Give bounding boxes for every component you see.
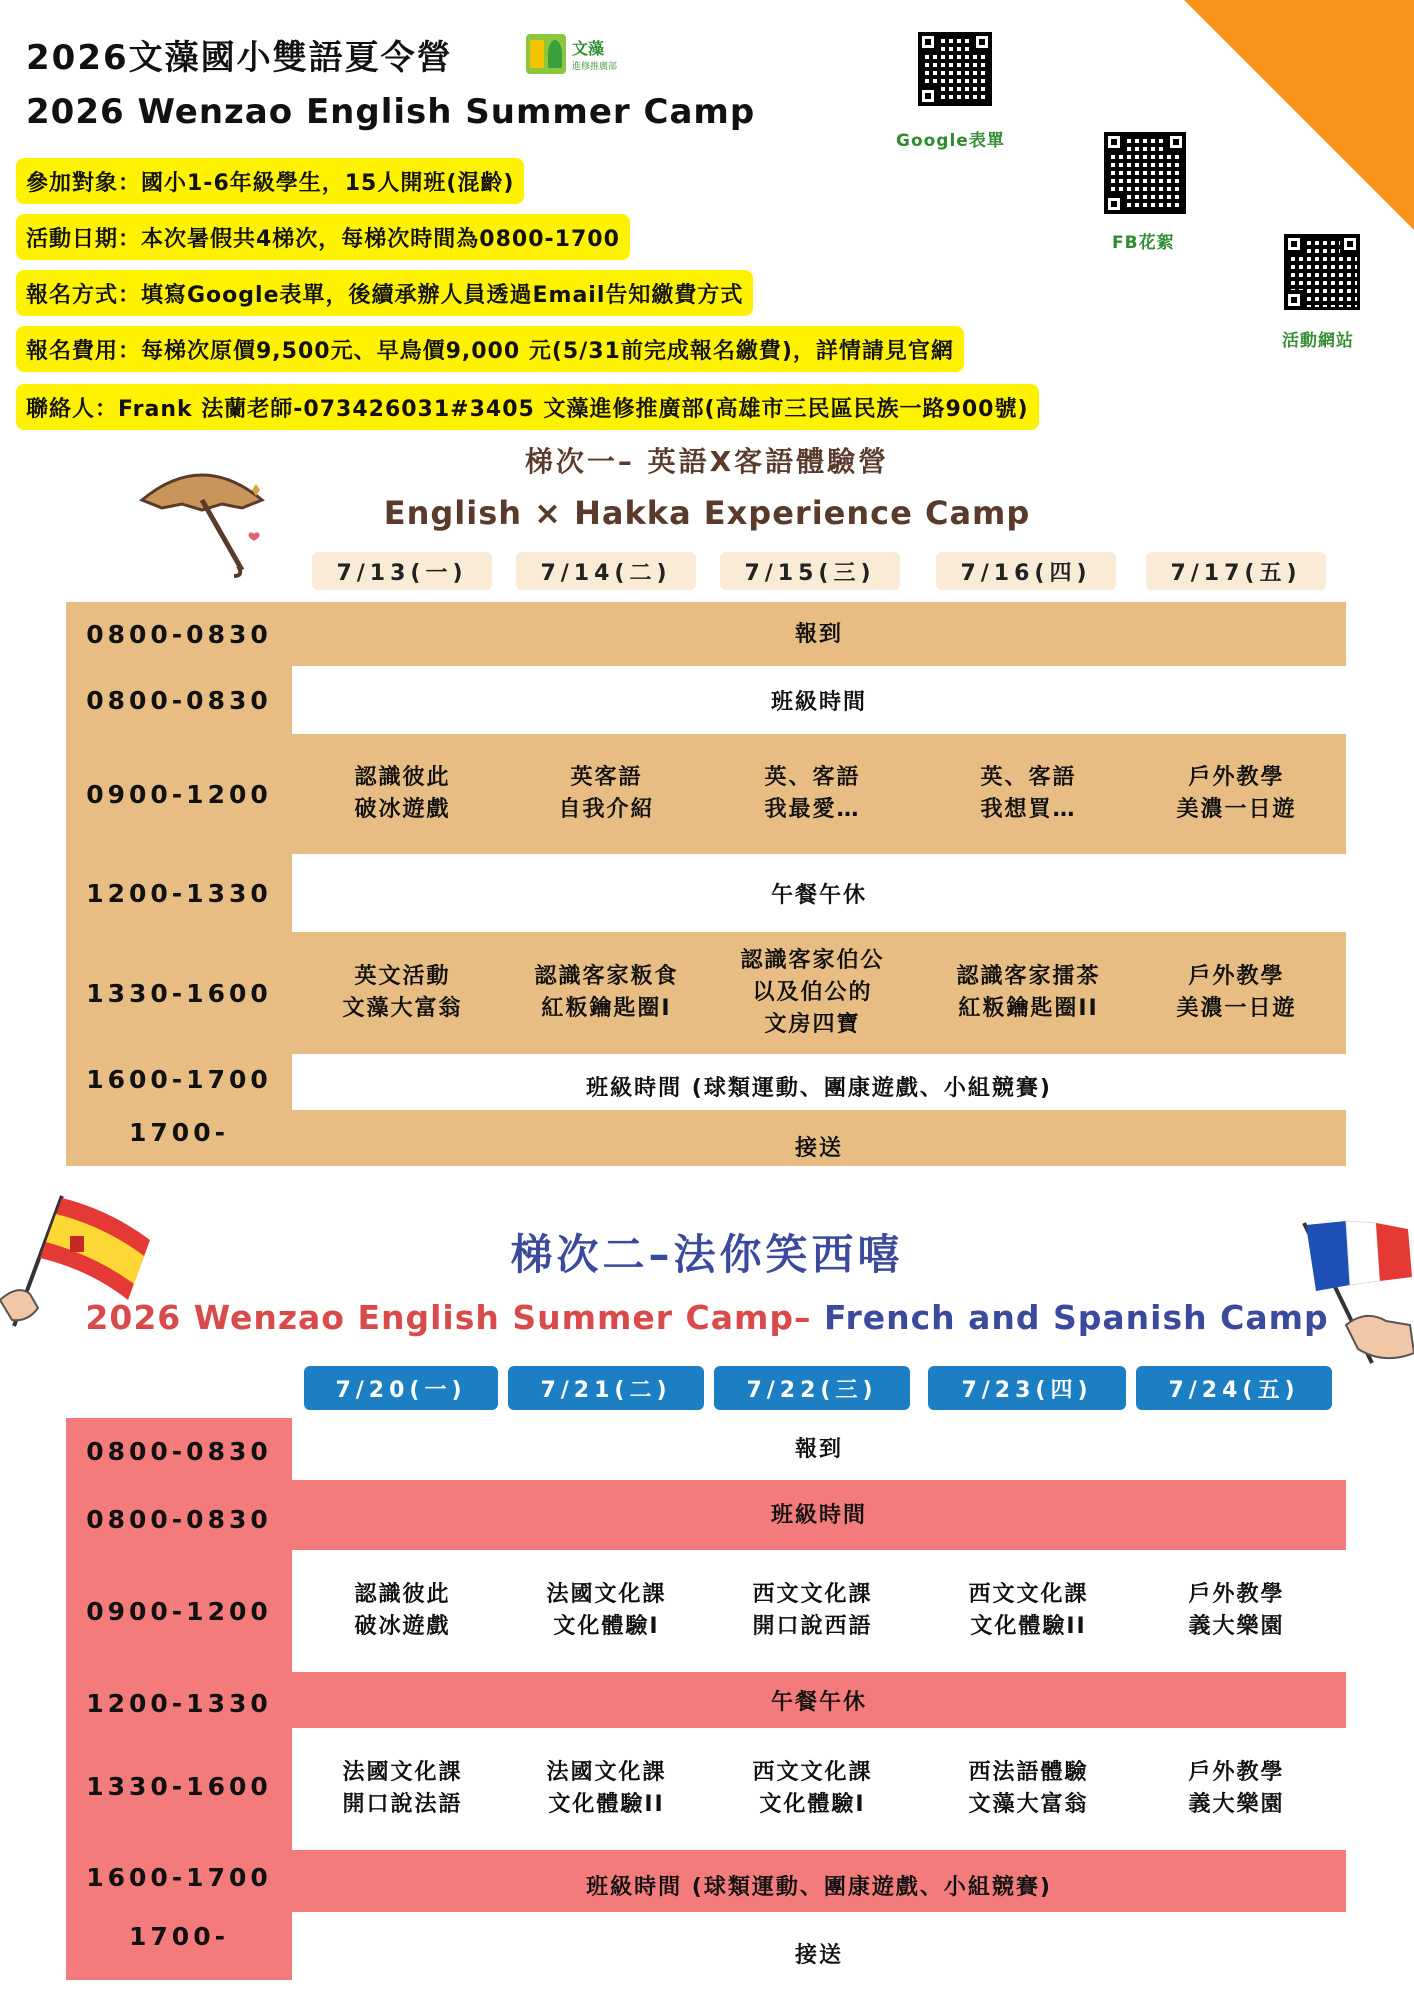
session2-date-4: 7/23(四) bbox=[928, 1366, 1126, 1410]
session2-afternoon-day4: 西法語體驗 文藻大富翁 bbox=[968, 1760, 1089, 1817]
session2-time-morning: 0900-1200 bbox=[86, 1596, 272, 1626]
session2-time-afternoon: 1330-1600 bbox=[86, 1771, 272, 1801]
google-form-qr-label: Google表單 bbox=[896, 131, 1005, 151]
session1-date-5: 7/17(五) bbox=[1146, 552, 1326, 590]
session2-class2-text: 班級時間 (球類運動、團康遊戲、小組競賽) bbox=[586, 1874, 1052, 1900]
session2-morning-day3: 西文文化課 開口說西語 bbox=[752, 1582, 873, 1639]
session2-class1-text: 班級時間 bbox=[770, 1502, 867, 1528]
session1-afternoon-day4: 認識客家擂茶 紅粄鑰匙圈II bbox=[956, 964, 1101, 1021]
session2-date-2: 7/21(二) bbox=[508, 1366, 704, 1410]
fb-photos-qr-label: FB花絮 bbox=[1112, 233, 1175, 253]
session1-time-lunch: 1200-1330 bbox=[86, 878, 272, 908]
session2-morning-day5: 戶外教學 義大樂園 bbox=[1188, 1582, 1285, 1639]
session1-morning-day4: 英、客語 我想買… bbox=[980, 765, 1077, 822]
session2-title-english-part2: French and Spanish Camp bbox=[824, 1298, 1329, 1337]
session1-date-4: 7/16(四) bbox=[936, 552, 1116, 590]
google-form-qr-icon[interactable] bbox=[918, 32, 992, 106]
session2-title-english bbox=[0, 1298, 1414, 1337]
session2-afternoon-day3: 西文文化課 文化體驗I bbox=[752, 1760, 873, 1817]
session2-time-lunch: 1200-1330 bbox=[86, 1688, 272, 1718]
session2-time-class1: 0800-0830 bbox=[86, 1504, 272, 1534]
corner-decoration bbox=[1184, 0, 1414, 230]
info-fee: 報名費用：每梯次原價9,500元、早鳥價9,000 元(5/31前完成報名繳費)，詳情請見官網 bbox=[16, 326, 964, 372]
session2-date-3: 7/22(三) bbox=[714, 1366, 910, 1410]
session2-title-chinese: 梯次二–法你笑西嘻 bbox=[510, 1230, 904, 1279]
session2-time-pickup: 1700- bbox=[129, 1921, 229, 1951]
event-website-qr-icon[interactable] bbox=[1284, 234, 1360, 310]
session2-title-english-part1: 2026 Wenzao English Summer Camp– bbox=[85, 1298, 825, 1337]
session2-morning-day4: 西文文化課 文化體驗II bbox=[968, 1582, 1089, 1639]
session2-time-class2: 1600-1700 bbox=[86, 1862, 272, 1892]
session1-date-1: 7/13(一) bbox=[312, 552, 492, 590]
session1-morning-day2: 英客語 自我介紹 bbox=[558, 765, 655, 822]
session1-class1-text: 班級時間 bbox=[770, 689, 867, 715]
info-registration: 報名方式：填寫Google表單，後續承辦人員透過Email告知繳費方式 bbox=[16, 270, 753, 316]
session1-afternoon-day5: 戶外教學 美濃一日遊 bbox=[1176, 964, 1297, 1021]
session2-afternoon-day5: 戶外教學 義大樂園 bbox=[1188, 1760, 1285, 1817]
session1-morning-day3: 英、客語 我最愛… bbox=[764, 765, 861, 822]
session1-time-pickup: 1700- bbox=[129, 1117, 229, 1147]
session1-title-chinese: 梯次一– 英語X客語體驗營 bbox=[524, 445, 890, 478]
session2-afternoon-day2: 法國文化課 文化體驗II bbox=[546, 1760, 667, 1817]
logo-name: 文藻 bbox=[572, 39, 605, 58]
session1-time-morning: 0900-1200 bbox=[86, 779, 272, 809]
session1-time-class1: 0800-0830 bbox=[86, 685, 272, 715]
session2-pickup-text: 接送 bbox=[794, 1942, 843, 1968]
session1-afternoon-day2: 認識客家粄食 紅粄鑰匙圈I bbox=[534, 964, 679, 1021]
session2-morning-day2: 法國文化課 文化體驗I bbox=[546, 1582, 667, 1639]
session1-class2-text: 班級時間 (球類運動、團康遊戲、小組競賽) bbox=[586, 1075, 1052, 1101]
info-dates: 活動日期：本次暑假共4梯次，每梯次時間為0800-1700 bbox=[16, 214, 630, 260]
session1-pickup-text: 接送 bbox=[794, 1135, 843, 1161]
page-title-chinese: 2026文藻國小雙語夏令營 bbox=[26, 38, 453, 78]
session2-lunch-text: 午餐午休 bbox=[770, 1689, 867, 1715]
session2-afternoon-day1: 法國文化課 開口說法語 bbox=[342, 1760, 463, 1817]
fb-photos-qr-icon[interactable] bbox=[1104, 132, 1186, 214]
session1-morning-day5: 戶外教學 美濃一日遊 bbox=[1176, 765, 1297, 822]
wenzao-logo bbox=[526, 34, 617, 74]
session2-date-5: 7/24(五) bbox=[1136, 1366, 1332, 1410]
session2-date-1: 7/20(一) bbox=[304, 1366, 498, 1410]
info-target: 參加對象：國小1-6年級學生，15人開班(混齡) bbox=[16, 158, 524, 204]
session1-time-afternoon: 1330-1600 bbox=[86, 978, 272, 1008]
logo-subtitle: 進修推廣部 bbox=[572, 62, 618, 72]
page-title-english: 2026 Wenzao English Summer Camp bbox=[26, 92, 756, 132]
session2-time-checkin: 0800-0830 bbox=[86, 1436, 272, 1466]
session1-time-checkin: 0800-0830 bbox=[86, 619, 272, 649]
session2-checkin-text: 報到 bbox=[794, 1436, 843, 1462]
session1-checkin-text: 報到 bbox=[794, 621, 843, 647]
session1-lunch-text: 午餐午休 bbox=[770, 882, 867, 908]
wenzao-logo-icon bbox=[526, 34, 566, 74]
info-contact: 聯絡人：Frank 法蘭老師-073426031#3405 文藻進修推廣部(高雄市三民區民族一路900號) bbox=[16, 384, 1039, 430]
session1-time-class2: 1600-1700 bbox=[86, 1064, 272, 1094]
session1-morning-day1: 認識彼此 破冰遊戲 bbox=[354, 765, 451, 822]
session1-afternoon-day3: 認識客家伯公 以及伯公的 文房四寶 bbox=[740, 948, 885, 1037]
session1-title-english: English × Hakka Experience Camp bbox=[383, 494, 1031, 532]
session2-morning-day1: 認識彼此 破冰遊戲 bbox=[354, 1582, 451, 1639]
session1-afternoon-day1: 英文活動 文藻大富翁 bbox=[342, 964, 463, 1021]
session1-date-2: 7/14(二) bbox=[516, 552, 696, 590]
event-website-qr-label: 活動網站 bbox=[1282, 331, 1354, 351]
session1-date-3: 7/15(三) bbox=[720, 552, 900, 590]
